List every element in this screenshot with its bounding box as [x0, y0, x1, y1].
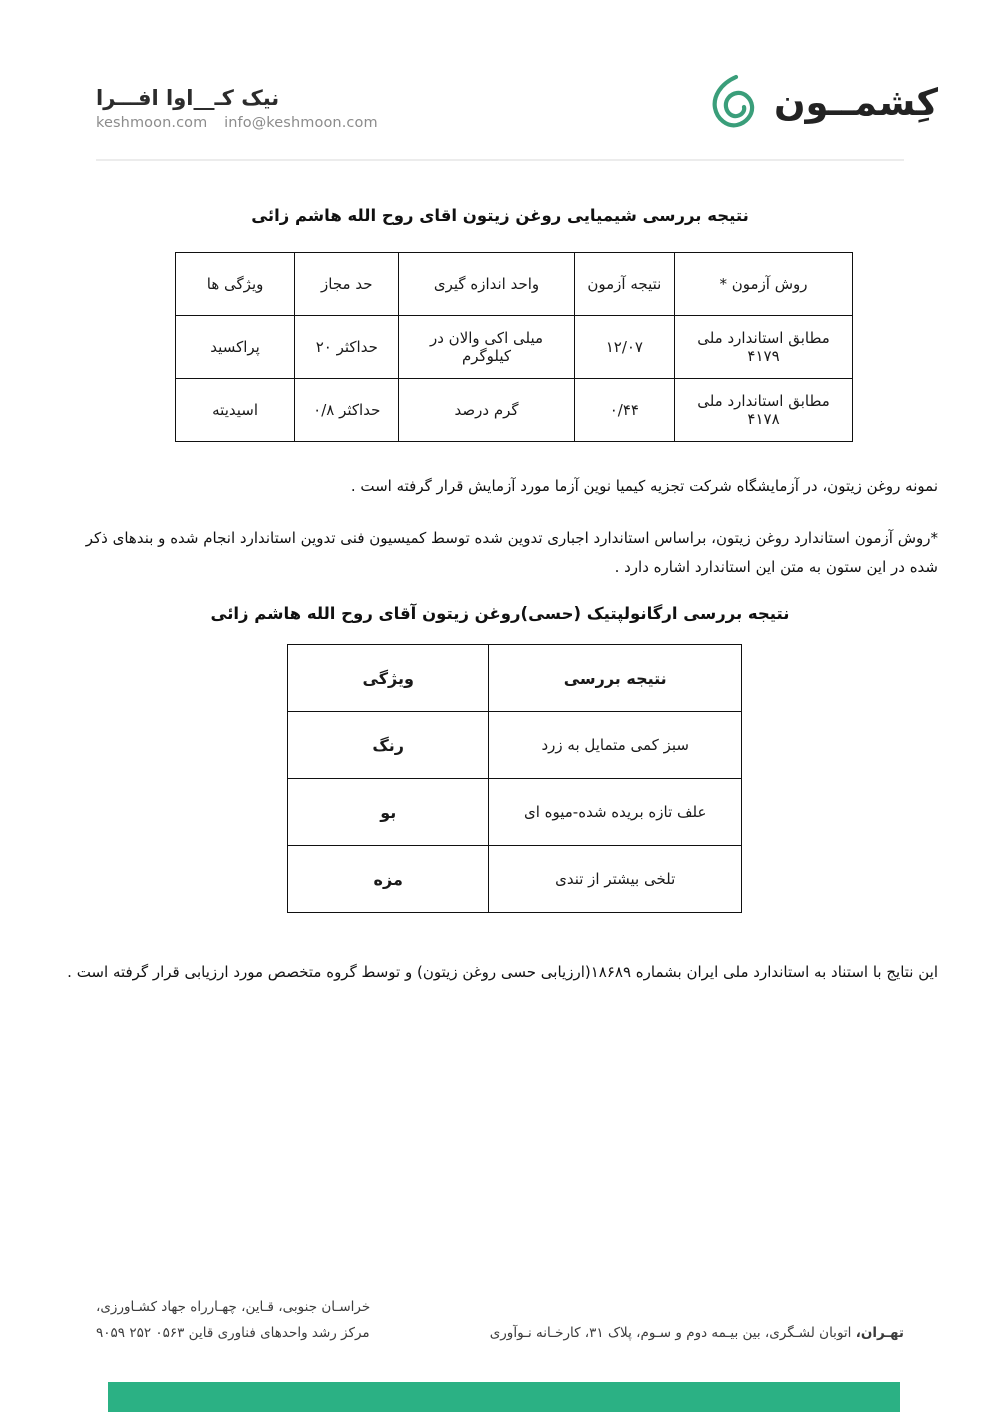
keshmoon-wordmark: کِشمــون [773, 80, 938, 124]
cell-result-acidity: ۰/۴۴ [574, 379, 674, 442]
cell-property-color: رنگ [288, 712, 489, 779]
page-footer [0, 1284, 1000, 1414]
table-row [176, 379, 853, 442]
website-link[interactable]: keshmoon.com [96, 115, 208, 132]
column-header-assessment: نتیجه بررسی [489, 645, 742, 712]
chemical-results-table [175, 252, 853, 442]
table-header-row [288, 645, 742, 712]
brand-nikkava-afra [96, 86, 390, 131]
footer-address-block [96, 1294, 904, 1347]
header-divider [96, 159, 904, 161]
column-header-result: نتیجه آزمون [574, 253, 674, 316]
footer-address-tehran [490, 1320, 904, 1346]
keshmoon-brand [706, 72, 938, 132]
table-row [288, 712, 742, 779]
cell-unit-peroxide: میلی اکی والان در کیلوگرم [399, 316, 574, 379]
footer-line-1 [96, 1294, 904, 1320]
cell-unit-acidity: گرم درصد [399, 379, 574, 442]
footer-tehran-label: تهـران، [855, 1325, 904, 1342]
method-note-paragraph: *روش آزمون استاندارد روغن زیتون، براساس استاندارد اجباری تدوین شده توسط کمیسیون فنی تدوین استاندارد انجام شده و بندهای ذکر شده در این ستون به متن این استاندارد اشاره دارد . [85, 529, 938, 577]
column-header-unit: واحد اندازه گیری [399, 253, 574, 316]
email-link[interactable]: info@keshmoon.com [224, 115, 378, 132]
footer-qaen-center: مرکز رشد واحدهای فناوری قاین ۰۵۶۳ ۲۵۲ ۹۰۵۹ [96, 1325, 370, 1342]
cell-result-smell: علف تازه بریده شده-میوه ای [489, 779, 742, 846]
cell-result-taste: تلخی بیشتر از تندی [489, 846, 742, 913]
cell-result-peroxide: ۱۲/۰۷ [574, 316, 674, 379]
keshmoon-spiral-leaf-icon [706, 72, 762, 132]
footer-green-bar [108, 1382, 900, 1412]
column-header-property: ویژگی [288, 645, 489, 712]
page-header [0, 0, 1000, 162]
cell-method-acidity: مطابق استاندارد ملی ۴۱۷۸ [675, 379, 853, 442]
chemical-section-title: نتیجه بررسی شیمیایی روغن زیتون اقای روح الله هاشم زائی [251, 206, 749, 225]
table-header-row [176, 253, 853, 316]
cell-result-color: سبز کمی متمایل به زرد [489, 712, 742, 779]
cell-property-taste: مزه [288, 846, 489, 913]
footer-line-2 [96, 1320, 904, 1346]
cell-limit-acidity: حداکثر ۰/۸ [295, 379, 399, 442]
organoleptic-note-paragraph: این نتایج با استناد به استاندارد ملی ایران بشماره ۱۸۶۸۹(ارزیابی حسی روغن زیتون) و توسط گروه متخصص مورد ارزیابی قرار گرفته است . [67, 963, 938, 981]
cell-limit-peroxide: حداکثر ۲۰ [295, 316, 399, 379]
brand-contact-links [96, 115, 390, 131]
column-header-limit: حد مجاز [295, 253, 399, 316]
cell-property-smell: بو [288, 779, 489, 846]
table-row [176, 316, 853, 379]
organoleptic-results-table [287, 644, 742, 913]
lab-note-paragraph: نمونه روغن زیتون، در آزمایشگاه شرکت تجزیه کیمیا نوین آزما مورد آزمایش قرار گرفته است . [350, 477, 938, 495]
column-header-feature: ویژگی ها [176, 253, 295, 316]
organoleptic-section-title: نتیجه بررسی ارگانولپتیک (حسی)روغن زیتون آقای روح الله هاشم زائی [210, 604, 790, 623]
column-header-method: روش آزمون * [675, 253, 853, 316]
footer-tehran-detail: اتوبان لشـگری، بین بیـمه دوم و سـوم، پلاک ۳۱، کارخـانه نـوآوری [489, 1325, 856, 1342]
footer-address-khorasan: خراسـان جنوبی، قـاین، چهـارراه جهاد کشـاورزی، [96, 1299, 371, 1315]
table-row [288, 846, 742, 913]
cell-feature-acidity: اسیدیته [176, 379, 295, 442]
cell-method-peroxide: مطابق استاندارد ملی ۴۱۷۹ [675, 316, 853, 379]
cell-feature-peroxide: پراکسید [176, 316, 295, 379]
brand-name-fa: نیک کـ__اوا افـــرا [96, 86, 280, 110]
table-row [288, 779, 742, 846]
